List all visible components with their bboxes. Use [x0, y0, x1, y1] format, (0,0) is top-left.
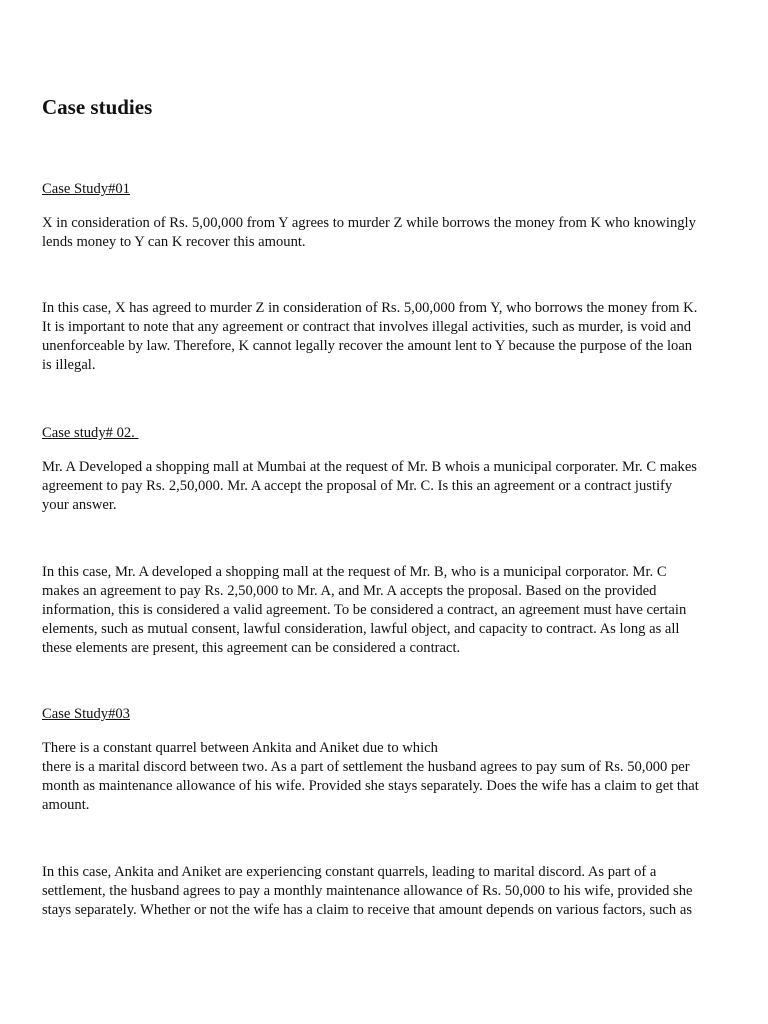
paragraph-line: In this case, Ankita and Aniket are experiencing constant quarrels, leading to marital discord. As part of a	[42, 864, 657, 880]
paragraph-line: In this case, Mr. A developed a shopping mall at the request of Mr. B, who is a municipal corporator. Mr. C	[42, 564, 667, 580]
paragraph-line: elements, such as mutual consent, lawful consideration, lawful object, and capacity to contract. As long as all	[42, 621, 680, 637]
page-title: Case studies	[42, 95, 153, 119]
case-study-1-heading: Case Study#01	[42, 181, 130, 197]
case-study-1-answer	[42, 299, 724, 375]
paragraph-line: agreement to pay Rs. 2,50,000. Mr. A accept the proposal of Mr. C. Is this an agreement or a contract justify	[42, 478, 673, 494]
paragraph-line: There is a constant quarrel between Ankita and Aniket due to which	[42, 740, 438, 756]
case-study-3-answer	[42, 863, 724, 920]
paragraph-line: Mr. A Developed a shopping mall at Mumbai at the request of Mr. B whois a municipal corporater. Mr. C makes	[42, 459, 697, 475]
paragraph-line: your answer.	[42, 497, 117, 513]
paragraph-line: lends money to Y can K recover this amount.	[42, 234, 306, 250]
paragraph-line: amount.	[42, 797, 90, 813]
case-study-2-heading: Case study# 02.	[42, 425, 139, 441]
case-study-2-answer	[42, 563, 724, 658]
paragraph-line: there is a marital discord between two. As a part of settlement the husband agrees to pay sum of Rs. 50,000 per	[42, 759, 690, 775]
paragraph-line: unenforceable by law. Therefore, K cannot legally recover the amount lent to Y because the purpose of the loan	[42, 338, 693, 354]
paragraph-line: these elements are present, this agreement can be considered a contract.	[42, 640, 461, 656]
case-study-1-question	[42, 214, 724, 252]
case-study-2-question	[42, 458, 724, 515]
paragraph-line: It is important to note that any agreement or contract that involves illegal activities, such as murder, is void and	[42, 319, 692, 335]
paragraph-line: information, this is considered a valid agreement. To be considered a contract, an agreement must have certain	[42, 602, 687, 618]
paragraph-line: makes an agreement to pay Rs. 2,50,000 to Mr. A, and Mr. A accepts the proposal. Based on the provided	[42, 583, 657, 599]
paragraph-line: is illegal.	[42, 357, 96, 373]
case-study-3-question	[42, 739, 724, 815]
paragraph-line: settlement, the husband agrees to pay a monthly maintenance allowance of Rs. 50,000 to his wife, provided she	[42, 883, 693, 899]
case-study-3-heading: Case Study#03	[42, 706, 130, 722]
paragraph-line: stays separately. Whether or not the wife has a claim to receive that amount depends on various factors, such as	[42, 902, 693, 918]
paragraph-line: In this case, X has agreed to murder Z in consideration of Rs. 5,00,000 from Y, who borrows the money from K.	[42, 300, 698, 316]
paragraph-line: month as maintenance allowance of his wife. Provided she stays separately. Does the wife has a claim to get that	[42, 778, 699, 794]
paragraph-line: X in consideration of Rs. 5,00,000 from Y agrees to murder Z while borrows the money from K who knowingly	[42, 215, 696, 231]
